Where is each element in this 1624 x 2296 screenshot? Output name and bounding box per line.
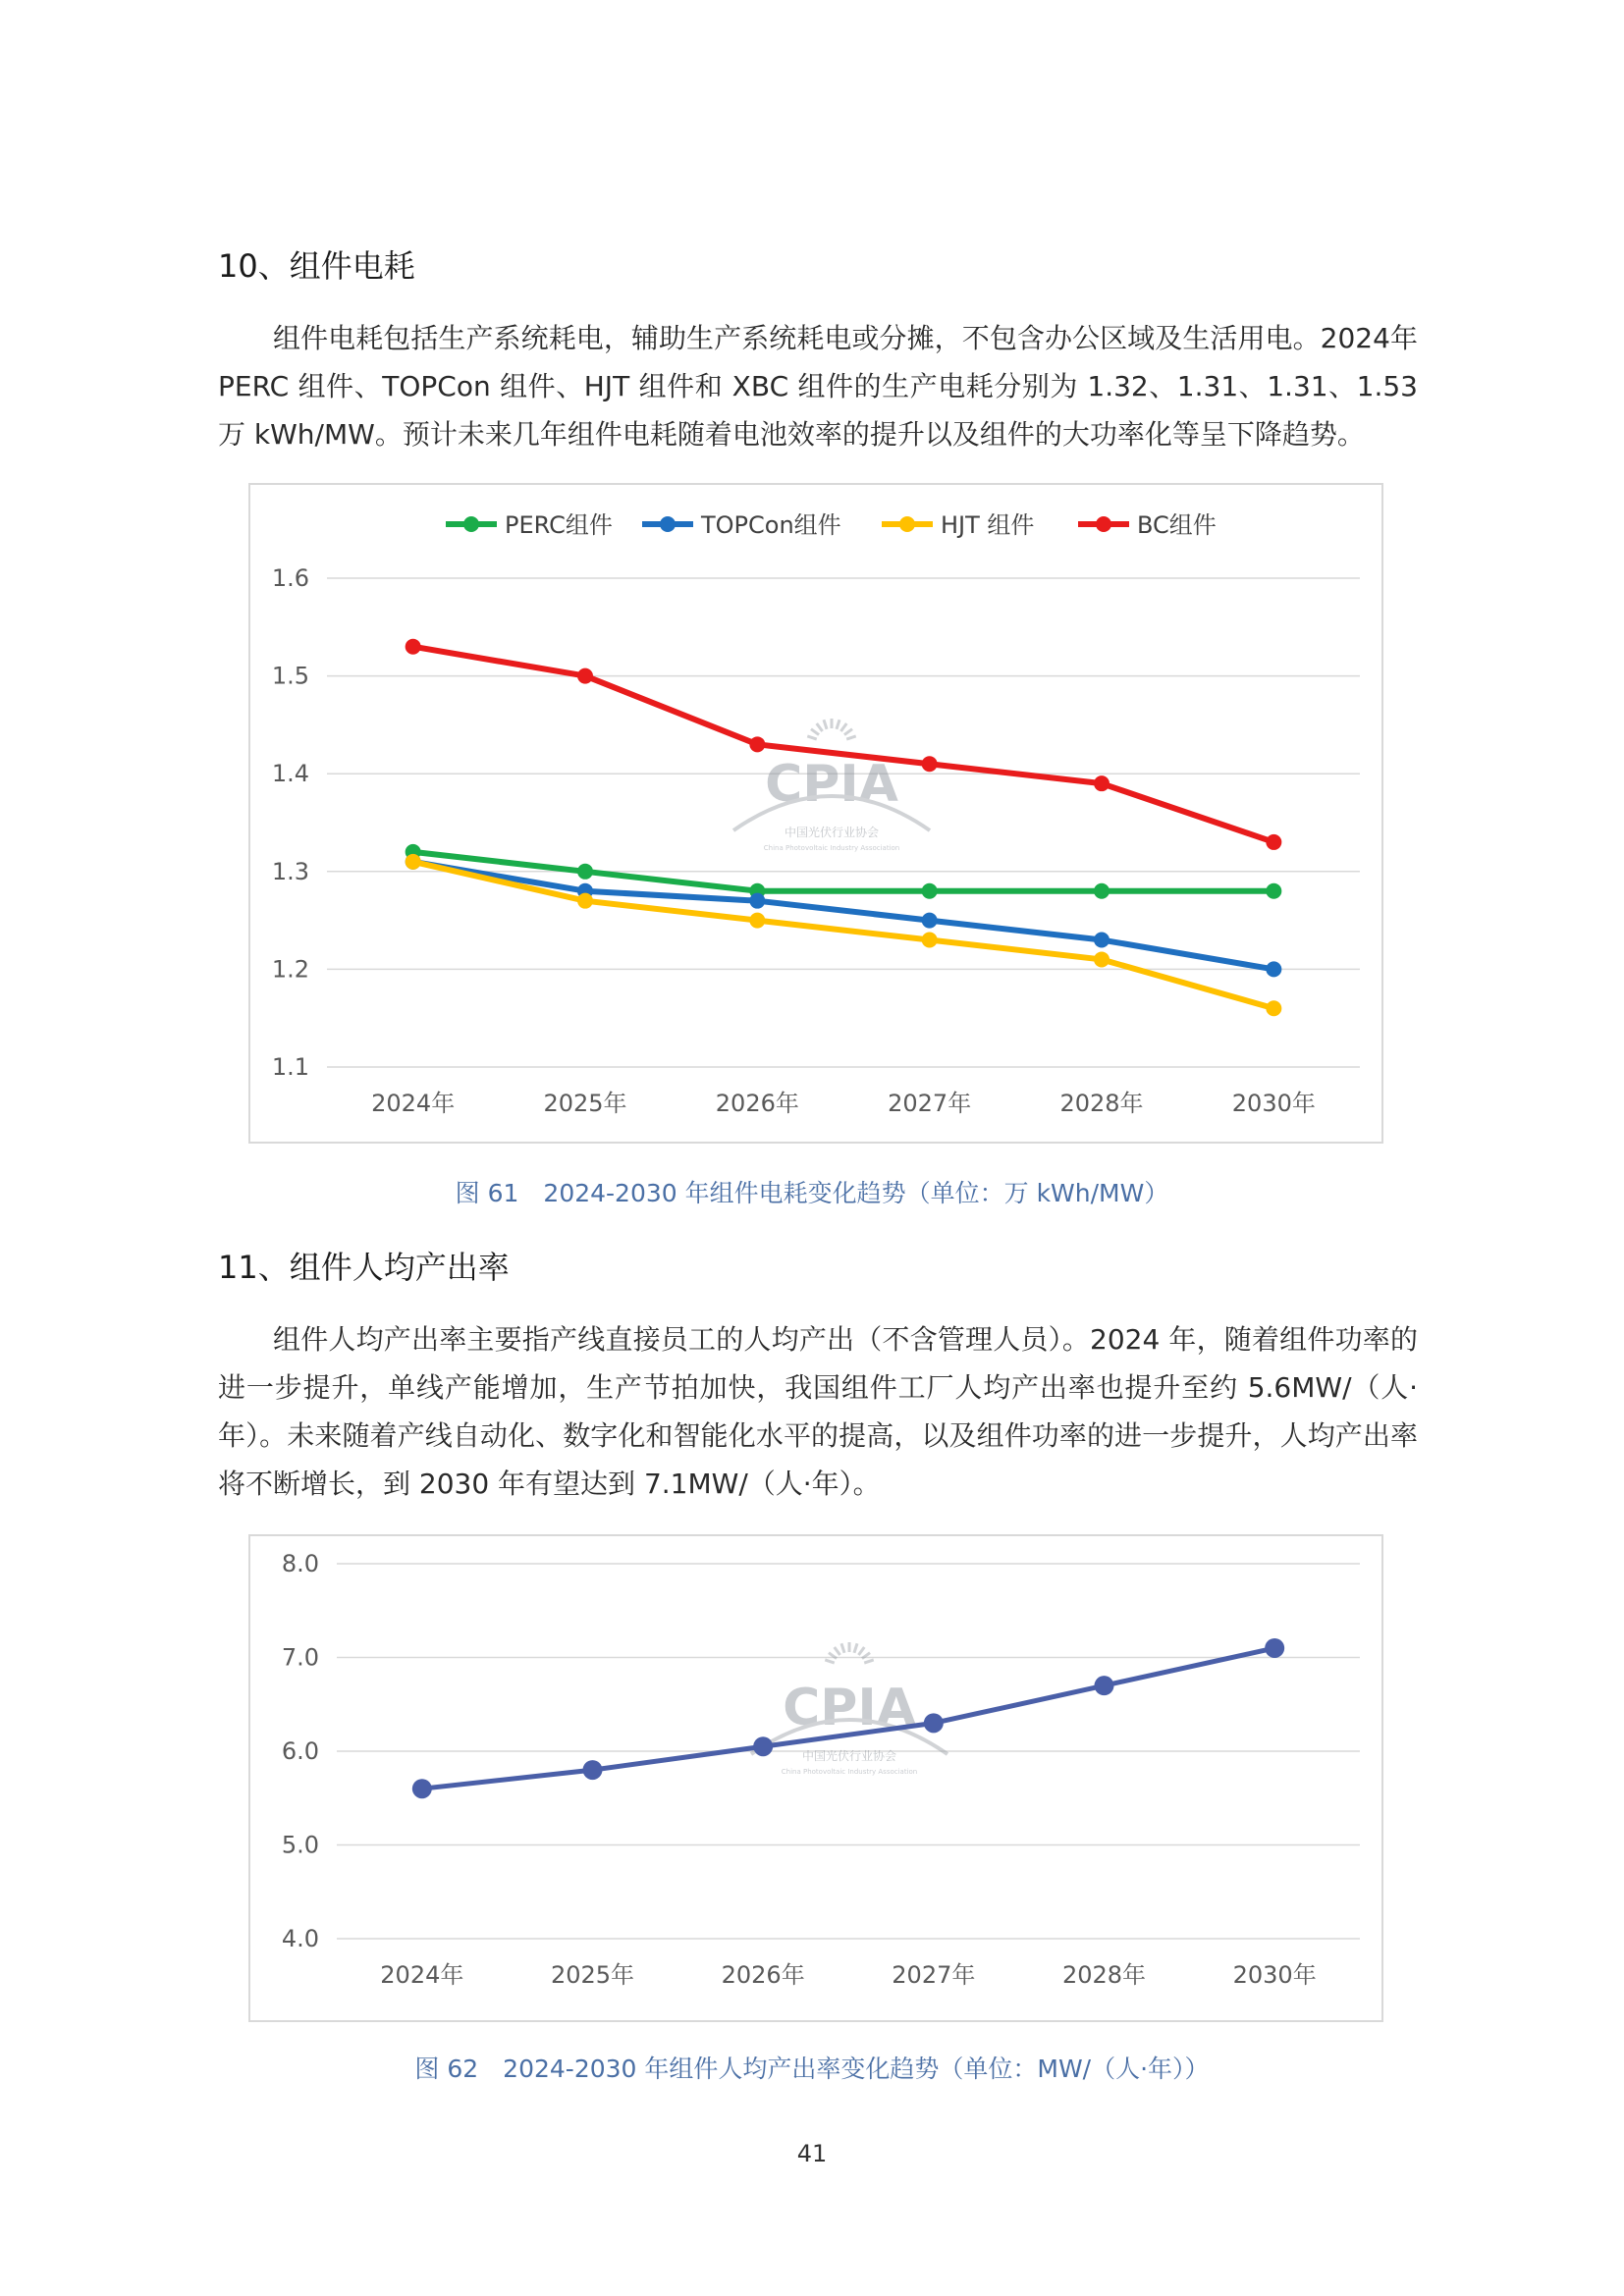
watermark-org-name-en: China Photovoltaic Industry Association: [763, 844, 900, 852]
watermark-sun-ray: [846, 736, 856, 739]
data-point: [1094, 883, 1110, 899]
y-tick-label: 1.6: [271, 564, 309, 592]
y-tick-label: 6.0: [281, 1737, 319, 1765]
watermark-sun-ray: [835, 1647, 840, 1655]
x-tick-label: 2028年: [1061, 1961, 1147, 1989]
watermark-sun-ray: [841, 1643, 844, 1653]
figure-61-caption: 图 61 2024-2030 年组件电耗变化趋势（单位：万 kWh/MW）: [455, 1179, 1169, 1207]
data-point: [922, 883, 938, 899]
power-consumption-chart-svg: [250, 485, 1381, 1142]
data-point: [577, 668, 593, 684]
cpia-watermark: [751, 1642, 947, 1776]
figure-62-caption: 图 62 2024-2030 年组件人均产出率变化趋势（单位：MW/（人·年））: [414, 2055, 1210, 2083]
data-point: [922, 756, 938, 772]
data-point: [1266, 834, 1281, 850]
data-point: [753, 1736, 773, 1756]
data-point: [406, 639, 421, 655]
data-point: [1094, 951, 1110, 967]
legend-marker: [899, 516, 915, 532]
data-point: [749, 736, 765, 752]
y-tick-label: 4.0: [281, 1925, 319, 1952]
watermark-org-name-cn: 中国光伏行业协会: [801, 1749, 897, 1763]
section-10-paragraph: 组件电耗包括生产系统耗电，辅助生产系统耗电或分摊，不包含办公区域及生活用电。2024年 PERC 组件、TOPCon 组件、HJT 组件和 XBC 组件的生产电耗分别为 1.32、1.31、1.31、1.53 万 kWh/MW。预计未来几年组件电耗随着电池效率的提升以及组件的大功率化等呈下降趋势。: [218, 322, 1418, 451]
data-point: [1266, 1000, 1281, 1016]
watermark-sun-ray: [844, 729, 852, 735]
data-point: [922, 913, 938, 929]
section-11-heading: 11、组件人均产出率: [218, 1249, 510, 1286]
y-tick-label: 8.0: [281, 1550, 319, 1577]
per-capita-output-chart-svg: [250, 1536, 1381, 2020]
legend-label: TOPCon组件: [701, 511, 841, 539]
legend-label: HJT 组件: [941, 511, 1035, 539]
data-point: [1094, 933, 1110, 948]
watermark-sun-ray: [858, 1647, 864, 1655]
watermark-org-name-en: China Photovoltaic Industry Association: [781, 1768, 918, 1776]
data-point: [406, 854, 421, 870]
data-point: [1094, 775, 1110, 791]
legend-marker: [660, 516, 676, 532]
legend-label: BC组件: [1137, 511, 1217, 539]
data-point: [412, 1779, 432, 1798]
data-point: [922, 933, 938, 948]
x-tick-label: 2030年: [1232, 1961, 1317, 1989]
legend-label: PERC组件: [505, 511, 613, 539]
y-tick-label: 1.5: [271, 662, 309, 690]
x-tick-label: 2026年: [715, 1090, 799, 1117]
watermark-sun-ray: [837, 720, 839, 729]
y-tick-label: 1.1: [271, 1053, 309, 1081]
page-number: 41: [796, 2140, 828, 2167]
data-point: [749, 893, 765, 909]
x-tick-label: 2026年: [721, 1961, 805, 1989]
y-tick-label: 1.2: [271, 955, 309, 984]
x-tick-label: 2027年: [888, 1090, 972, 1117]
x-tick-label: 2025年: [543, 1090, 627, 1117]
y-tick-label: 1.3: [271, 857, 309, 885]
watermark-sun-ray: [817, 723, 823, 731]
x-tick-label: 2030年: [1231, 1090, 1316, 1117]
watermark-org-name-cn: 中国光伏行业协会: [784, 826, 880, 839]
data-point: [577, 893, 593, 909]
y-tick-label: 7.0: [281, 1643, 319, 1672]
y-tick-label: 1.4: [271, 760, 309, 788]
section-11-paragraph: 组件人均产出率主要指产线直接员工的人均产出（不含管理人员）。2024 年，随着组件功率的进一步提升，单线产能增加，生产节拍加快，我国组件工厂人均产出率也提升至约 5.6MW/（人·年）。未来随着产线自动化、数字化和智能化水平的提高，以及组件功率的进一步提升，人均产出率将不断增长，到 2030 年有望达到 7.1MW/（人·年）。: [218, 1323, 1418, 1500]
watermark-sun-ray: [864, 1660, 874, 1663]
section-10-heading: 10、组件电耗: [218, 247, 415, 285]
x-tick-label: 2024年: [380, 1961, 464, 1989]
x-tick-label: 2028年: [1059, 1090, 1144, 1117]
watermark-sun-ray: [811, 729, 819, 735]
x-tick-label: 2027年: [892, 1961, 976, 1989]
x-tick-label: 2024年: [371, 1090, 456, 1117]
data-point: [583, 1760, 603, 1780]
x-tick-label: 2025年: [550, 1961, 635, 1989]
watermark-sun-ray: [854, 1643, 857, 1653]
legend-marker: [463, 516, 479, 532]
watermark-sun-ray: [840, 723, 846, 731]
data-point: [1266, 883, 1281, 899]
data-point: [577, 864, 593, 880]
watermark-sun-ray: [807, 736, 817, 739]
series-line: [413, 862, 1274, 970]
data-point: [749, 913, 765, 929]
data-point: [1095, 1676, 1114, 1695]
data-point: [1266, 961, 1281, 977]
data-point: [1265, 1638, 1284, 1658]
cpia-watermark: [733, 719, 930, 852]
watermark-sun-ray: [825, 1660, 835, 1663]
legend-marker: [1096, 516, 1111, 532]
power-consumption-chart: [248, 483, 1383, 1144]
y-tick-label: 5.0: [281, 1831, 319, 1859]
watermark-sun-ray: [824, 720, 827, 729]
watermark-logo-text: CPIA: [765, 755, 898, 814]
watermark-logo-text: CPIA: [783, 1679, 916, 1737]
data-point: [924, 1713, 944, 1733]
per-capita-output-chart: [248, 1534, 1383, 2022]
